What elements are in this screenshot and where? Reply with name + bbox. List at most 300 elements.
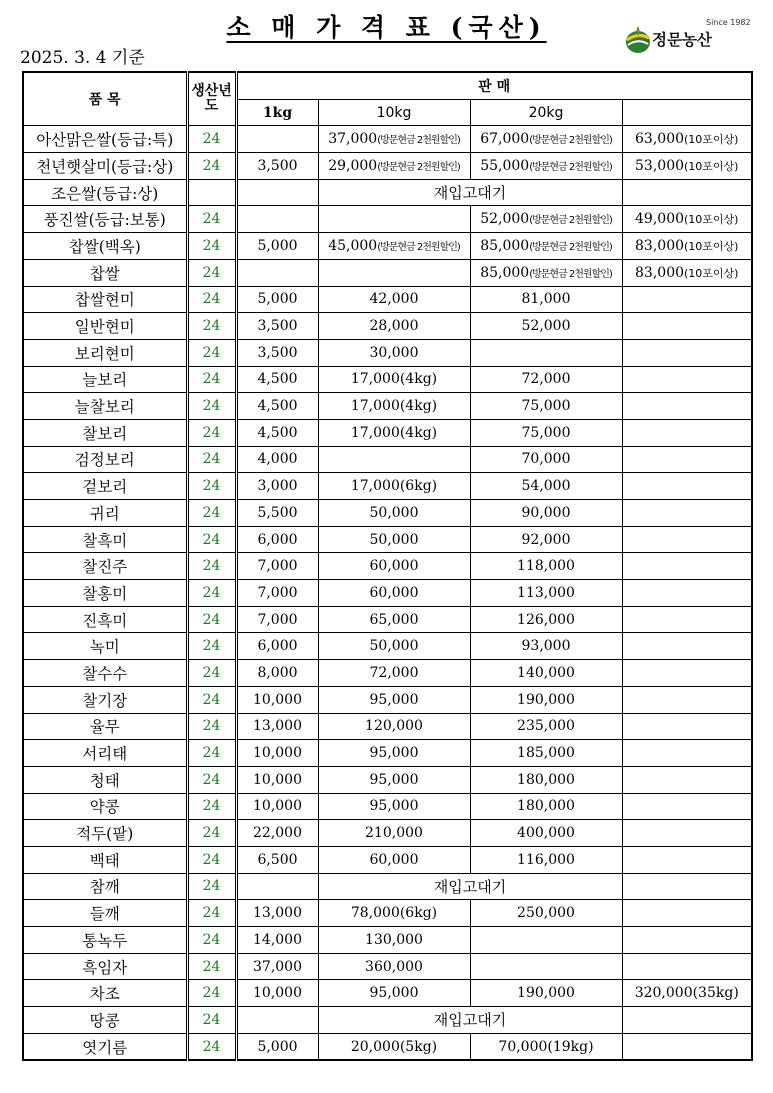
production-year-value: 24 [202, 905, 221, 922]
price-10kg-value: 120,000 [365, 718, 423, 735]
price-20kg-value: 190,000 [517, 985, 575, 1002]
item-name-value: 검정보리 [74, 451, 135, 470]
price-10kg-value: 17,000(4kg) [350, 398, 438, 415]
table-row [23, 286, 752, 313]
production-year [187, 580, 236, 607]
price-20kg-value: 190,000 [517, 691, 575, 708]
price-1kg [236, 259, 318, 286]
price-20kg-value: 70,000(19kg) [498, 1038, 594, 1055]
item-name [23, 553, 187, 580]
price-10kg-value: 60,000 [369, 584, 419, 601]
price-20kg-value: 90,000 [521, 504, 571, 521]
production-year [187, 846, 236, 873]
item-name-value: 흑임자 [82, 958, 128, 977]
item-name [23, 633, 187, 660]
production-year [187, 633, 236, 660]
header-extra [622, 99, 752, 126]
price-1kg [236, 233, 318, 260]
production-year-value: 24 [202, 264, 221, 281]
price-1kg-value: 5,000 [257, 1038, 298, 1055]
price-20kg [470, 820, 622, 847]
price-extra [622, 980, 752, 1007]
price-extra [622, 500, 752, 527]
price-10kg [318, 633, 470, 660]
table-row [23, 233, 752, 260]
production-year-value: 24 [202, 718, 221, 735]
production-year-value: 24 [202, 478, 221, 495]
item-name-value: 천년햇살미(등급:상) [36, 157, 174, 176]
price-10kg-value: 60,000 [369, 851, 419, 868]
item-name [23, 153, 187, 180]
price-10kg-value: 210,000 [365, 825, 423, 842]
item-name-value: 조은쌀(등급:상) [51, 184, 159, 203]
discount-note: (방문현금 2천원할인) [529, 135, 612, 147]
price-1kg [236, 846, 318, 873]
price-extra-value: 83,000 [635, 237, 685, 254]
price-10kg-value: 20,000(5kg) [350, 1038, 438, 1055]
item-name-value: 서리태 [82, 745, 128, 764]
price-extra-value: 320,000(35kg) [634, 985, 739, 1002]
price-10kg [318, 980, 470, 1007]
item-name-value: 녹미 [89, 638, 120, 657]
price-1kg-value: 3,000 [257, 478, 298, 495]
production-year [187, 500, 236, 527]
price-rows [23, 126, 752, 1061]
item-name [23, 686, 187, 713]
price-1kg [236, 740, 318, 767]
price-10kg-value: 29,000 [328, 157, 378, 174]
price-20kg [470, 553, 622, 580]
table-row [23, 259, 752, 286]
price-extra [622, 660, 752, 687]
price-extra [622, 713, 752, 740]
production-year [187, 766, 236, 793]
table-row [23, 473, 752, 500]
item-name-value: 일반현미 [74, 318, 135, 337]
price-10kg [318, 660, 470, 687]
table-row [23, 846, 752, 873]
table-row [23, 313, 752, 340]
discount-note: (방문현금 2천원할인) [529, 161, 612, 173]
item-name-value: 참깨 [89, 878, 120, 897]
item-name [23, 393, 187, 420]
price-20kg [470, 446, 622, 473]
production-year-value: 24 [202, 638, 221, 655]
item-name-value: 늘찰보리 [74, 398, 135, 417]
production-year-value: 24 [202, 398, 221, 415]
item-name [23, 660, 187, 687]
price-20kg [470, 740, 622, 767]
price-extra [622, 179, 752, 206]
price-1kg-value: 4,500 [257, 424, 298, 441]
price-extra [622, 793, 752, 820]
price-10kg-value: 95,000 [369, 798, 419, 815]
table-row [23, 446, 752, 473]
price-1kg [236, 153, 318, 180]
production-year [187, 126, 236, 153]
item-name-value: 진흑미 [82, 611, 128, 630]
price-1kg [236, 553, 318, 580]
price-10kg [318, 846, 470, 873]
price-extra [622, 339, 752, 366]
item-name-value: 적두(팥) [76, 825, 134, 844]
item-name-value: 청태 [89, 771, 120, 790]
price-10kg [318, 740, 470, 767]
production-year-value: 24 [202, 157, 221, 174]
production-year-value: 24 [202, 691, 221, 708]
restock-note-value: 재입고대기 [433, 1011, 507, 1030]
price-10kg [318, 393, 470, 420]
price-1kg-value: 6,000 [257, 638, 298, 655]
price-20kg-value: 235,000 [517, 718, 575, 735]
production-year [187, 686, 236, 713]
production-year-value: 24 [202, 798, 221, 815]
item-name [23, 206, 187, 233]
price-20kg [470, 1033, 622, 1060]
price-1kg-value: 14,000 [253, 931, 302, 948]
price-20kg [470, 313, 622, 340]
price-extra-value: 63,000 [635, 131, 685, 148]
reference-date: 2025. 3. 4 기준 [20, 48, 145, 68]
production-year-value: 24 [202, 664, 221, 681]
table-row [23, 740, 752, 767]
production-year-value: 24 [202, 318, 221, 335]
price-1kg-value: 8,000 [257, 664, 298, 681]
item-name-value: 귀리 [89, 504, 120, 523]
price-10kg [318, 339, 470, 366]
production-year-value: 24 [202, 1011, 221, 1028]
price-extra [622, 473, 752, 500]
production-year-value: 24 [202, 825, 221, 842]
price-1kg [236, 873, 318, 900]
price-10kg [318, 820, 470, 847]
production-year-value: 24 [202, 131, 221, 148]
price-20kg [470, 846, 622, 873]
price-10kg [318, 286, 470, 313]
price-10kg [318, 259, 470, 286]
price-10kg [318, 580, 470, 607]
table-row [23, 500, 752, 527]
price-20kg [470, 126, 622, 153]
price-10kg [318, 446, 470, 473]
item-name [23, 286, 187, 313]
production-year [187, 953, 236, 980]
price-extra [622, 820, 752, 847]
item-name [23, 927, 187, 954]
price-1kg [236, 900, 318, 927]
price-20kg [470, 233, 622, 260]
price-20kg-value: 70,000 [521, 451, 571, 468]
price-extra [622, 766, 752, 793]
price-20kg [470, 980, 622, 1007]
price-extra [622, 526, 752, 553]
item-name [23, 606, 187, 633]
price-10kg [318, 419, 470, 446]
price-10kg [318, 553, 470, 580]
item-name-value: 겉보리 [82, 478, 128, 497]
price-10kg [318, 713, 470, 740]
price-10kg [318, 1033, 470, 1060]
price-extra [622, 633, 752, 660]
price-1kg [236, 419, 318, 446]
price-extra [622, 313, 752, 340]
price-20kg-value: 118,000 [517, 558, 575, 575]
price-1kg-value: 13,000 [253, 905, 302, 922]
price-10kg [318, 233, 470, 260]
production-year [187, 339, 236, 366]
production-year [187, 740, 236, 767]
price-extra [622, 553, 752, 580]
price-table [22, 71, 753, 1061]
price-20kg-value: 75,000 [521, 424, 571, 441]
price-10kg-value: 95,000 [369, 985, 419, 1002]
production-year-value: 24 [202, 504, 221, 521]
price-10kg [318, 153, 470, 180]
item-name-value: 율무 [89, 718, 120, 737]
price-10kg [318, 206, 470, 233]
price-1kg-value: 7,000 [257, 584, 298, 601]
price-10kg [318, 126, 470, 153]
price-1kg-value: 5,000 [257, 291, 298, 308]
table-row [23, 980, 752, 1007]
item-name [23, 980, 187, 1007]
price-1kg [236, 953, 318, 980]
price-extra [622, 366, 752, 393]
price-1kg-value: 10,000 [253, 771, 302, 788]
table-row [23, 580, 752, 607]
price-20kg-value: 140,000 [517, 664, 575, 681]
item-name [23, 126, 187, 153]
price-1kg [236, 500, 318, 527]
item-name [23, 339, 187, 366]
production-year [187, 233, 236, 260]
bulk-note: (10포이상) [684, 159, 739, 173]
production-year-value: 24 [202, 531, 221, 548]
price-20kg [470, 953, 622, 980]
price-1kg [236, 366, 318, 393]
item-name [23, 820, 187, 847]
page-title: 소 매 가 격 표 (국산) [226, 13, 547, 42]
bulk-note: (10포이상) [684, 133, 739, 147]
discount-note: (방문현금 2천원할인) [529, 268, 612, 280]
production-year [187, 259, 236, 286]
price-10kg-value: 60,000 [369, 558, 419, 575]
item-name [23, 953, 187, 980]
price-20kg-value: 180,000 [517, 798, 575, 815]
price-20kg [470, 713, 622, 740]
production-year [187, 873, 236, 900]
price-1kg [236, 766, 318, 793]
price-20kg [470, 660, 622, 687]
price-20kg-value: 400,000 [517, 825, 575, 842]
price-1kg-value: 10,000 [253, 745, 302, 762]
price-10kg-value: 50,000 [369, 531, 419, 548]
price-20kg [470, 500, 622, 527]
item-name [23, 259, 187, 286]
price-1kg [236, 793, 318, 820]
production-year-value: 24 [202, 611, 221, 628]
price-20kg [470, 473, 622, 500]
company-logo [624, 16, 756, 58]
price-20kg-value: 92,000 [521, 531, 571, 548]
item-name-value: 보리현미 [74, 344, 135, 363]
price-20kg [470, 366, 622, 393]
production-year-value: 24 [202, 745, 221, 762]
header-year: 생산년도 [187, 72, 236, 126]
restock-note-value: 재입고대기 [433, 184, 507, 203]
table-row [23, 606, 752, 633]
item-name-value: 아산맑은쌀(등급:특) [36, 131, 174, 150]
item-name [23, 713, 187, 740]
item-name-value: 찰보리 [82, 424, 128, 443]
item-name-value: 엿기름 [82, 1038, 128, 1057]
price-20kg [470, 900, 622, 927]
header-item: 품 목 [23, 72, 187, 126]
item-name-value: 풍진쌀(등급:보통) [43, 211, 166, 230]
production-year [187, 793, 236, 820]
price-1kg [236, 686, 318, 713]
table-row [23, 953, 752, 980]
price-1kg [236, 606, 318, 633]
production-year [187, 206, 236, 233]
price-extra [622, 153, 752, 180]
price-10kg-value: 360,000 [365, 958, 423, 975]
price-20kg [470, 259, 622, 286]
price-20kg-value: 81,000 [521, 291, 571, 308]
price-20kg-value: 116,000 [517, 851, 575, 868]
price-extra [622, 393, 752, 420]
price-extra [622, 846, 752, 873]
price-20kg [470, 686, 622, 713]
table-row [23, 660, 752, 687]
item-name-value: 찰기장 [82, 691, 128, 710]
price-1kg [236, 820, 318, 847]
price-extra [622, 286, 752, 313]
production-year-value: 24 [202, 291, 221, 308]
production-year [187, 900, 236, 927]
price-extra [622, 1007, 752, 1034]
price-10kg [318, 766, 470, 793]
item-name [23, 1007, 187, 1034]
price-extra [622, 606, 752, 633]
table-row [23, 366, 752, 393]
price-1kg-value: 4,000 [257, 451, 298, 468]
table-row [23, 339, 752, 366]
price-1kg-value: 6,000 [257, 531, 298, 548]
price-extra [622, 126, 752, 153]
production-year [187, 526, 236, 553]
item-name [23, 873, 187, 900]
header-sales: 판 매 [236, 72, 752, 99]
price-20kg [470, 580, 622, 607]
price-10kg [318, 686, 470, 713]
item-name-value: 땅콩 [89, 1011, 120, 1030]
price-extra-value: 83,000 [635, 264, 685, 281]
production-year-value: 24 [202, 771, 221, 788]
price-10kg [318, 313, 470, 340]
price-10kg-value: 37,000 [328, 131, 378, 148]
table-row [23, 927, 752, 954]
production-year [187, 1033, 236, 1060]
item-name [23, 419, 187, 446]
item-name [23, 473, 187, 500]
price-20kg [470, 766, 622, 793]
price-1kg [236, 446, 318, 473]
price-10kg-value: 42,000 [369, 291, 419, 308]
production-year [187, 980, 236, 1007]
table-row [23, 419, 752, 446]
discount-note: (방문현금 2천원할인) [377, 161, 460, 173]
table-row [23, 820, 752, 847]
price-1kg [236, 1033, 318, 1060]
price-10kg-value: 72,000 [369, 664, 419, 681]
price-10kg-value: 17,000(4kg) [350, 424, 438, 441]
price-1kg [236, 660, 318, 687]
table-row [23, 873, 752, 900]
item-name-value: 백태 [89, 851, 120, 870]
restock-note [318, 873, 622, 900]
price-1kg [236, 526, 318, 553]
production-year-value: 24 [202, 211, 221, 228]
price-1kg [236, 580, 318, 607]
price-1kg-value: 5,500 [257, 504, 298, 521]
table-row [23, 686, 752, 713]
item-name [23, 793, 187, 820]
table-row [23, 526, 752, 553]
price-20kg-value: 93,000 [521, 638, 571, 655]
discount-note: (방문현금 2천원할인) [377, 241, 460, 253]
item-name-value: 차조 [89, 985, 120, 1004]
price-10kg-value: 130,000 [365, 931, 423, 948]
table-row [23, 206, 752, 233]
price-extra-value: 49,000 [635, 211, 685, 228]
item-name-value: 찹쌀 [89, 264, 120, 283]
price-10kg-value: 95,000 [369, 691, 419, 708]
bulk-note: (10포이상) [684, 239, 739, 253]
price-1kg-value: 10,000 [253, 691, 302, 708]
price-1kg-value: 7,000 [257, 611, 298, 628]
price-20kg-value: 185,000 [517, 745, 575, 762]
price-20kg-value: 113,000 [517, 584, 575, 601]
item-name [23, 846, 187, 873]
price-1kg-value: 5,000 [257, 237, 298, 254]
price-20kg [470, 339, 622, 366]
price-10kg [318, 927, 470, 954]
price-10kg-value: 95,000 [369, 745, 419, 762]
table-row [23, 179, 752, 206]
price-20kg-value: 55,000 [480, 157, 530, 174]
price-20kg-value: 52,000 [521, 318, 571, 335]
price-1kg [236, 339, 318, 366]
price-10kg-value: 65,000 [369, 611, 419, 628]
table-row [23, 766, 752, 793]
production-year-value: 24 [202, 584, 221, 601]
price-1kg-value: 6,500 [257, 851, 298, 868]
price-extra [622, 953, 752, 980]
price-extra [622, 873, 752, 900]
price-extra [622, 446, 752, 473]
production-year-value: 24 [202, 424, 221, 441]
item-name [23, 766, 187, 793]
item-name [23, 179, 187, 206]
price-extra [622, 580, 752, 607]
table-row [23, 900, 752, 927]
header-20kg: 20kg [470, 99, 622, 126]
price-20kg [470, 419, 622, 446]
price-20kg-value: 180,000 [517, 771, 575, 788]
discount-note: (방문현금 2천원할인) [529, 241, 612, 253]
price-10kg [318, 500, 470, 527]
